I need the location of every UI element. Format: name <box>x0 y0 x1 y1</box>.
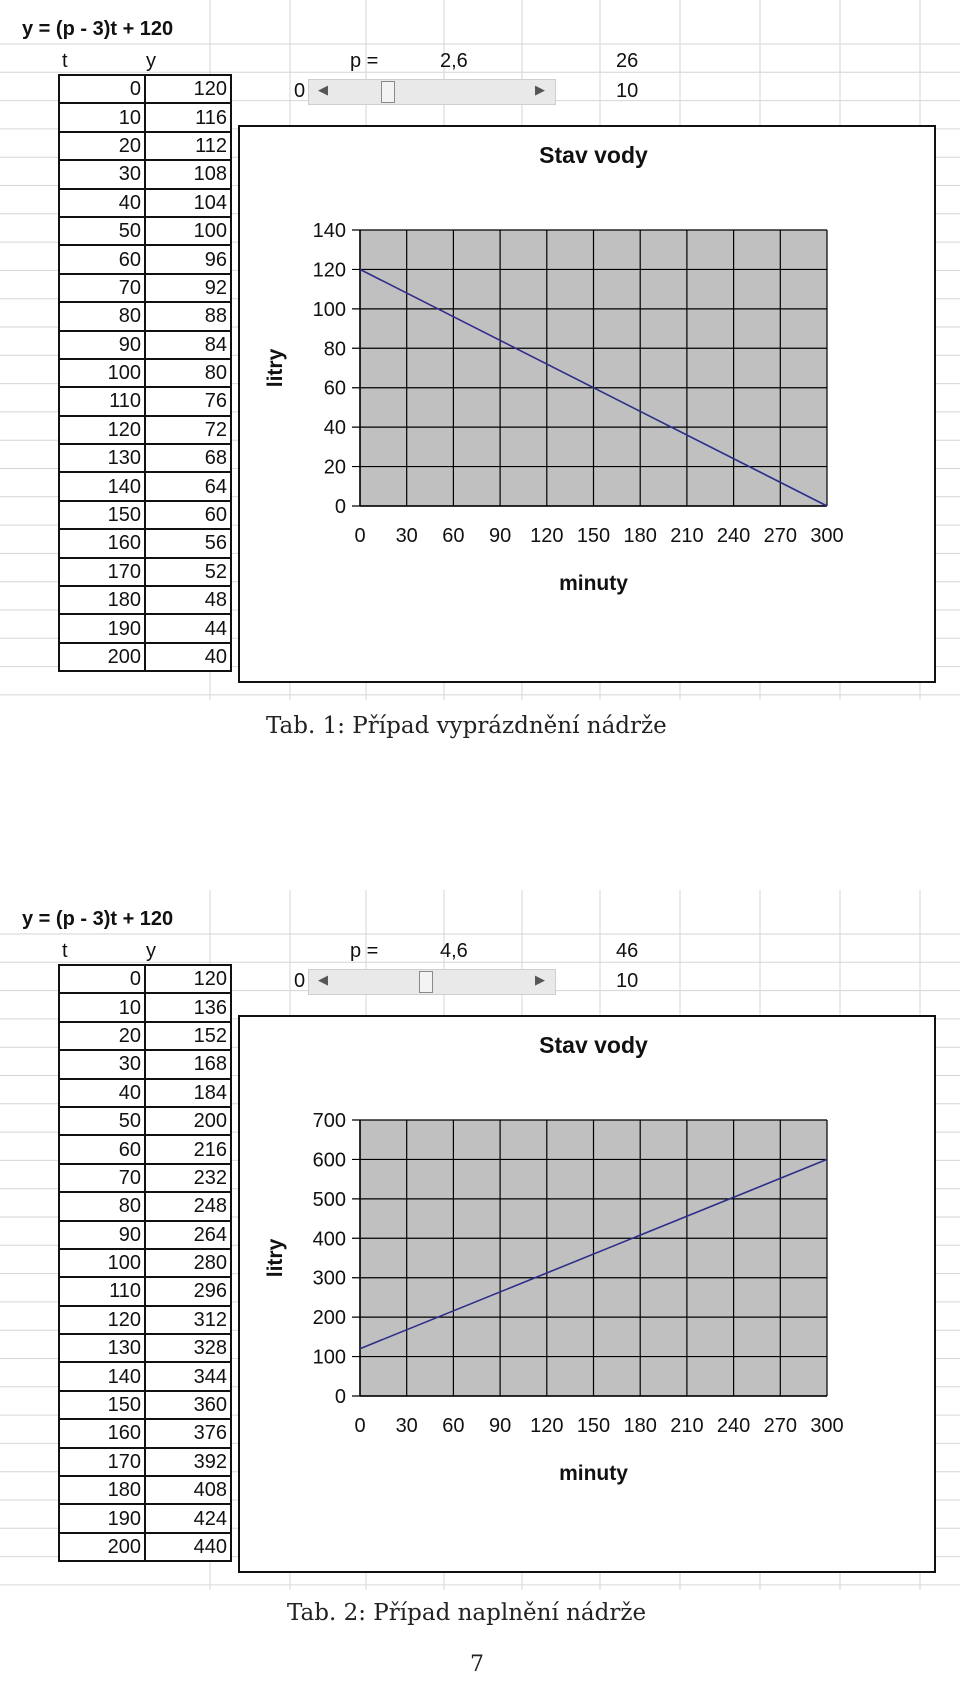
t-cell: 70 <box>59 1164 145 1192</box>
table-row <box>59 1334 231 1362</box>
scroll-right-arrow-icon[interactable]: ▶ <box>535 972 545 987</box>
t-cell: 50 <box>59 217 145 245</box>
t-cell: 30 <box>59 160 145 188</box>
parameter-value: 2,6 <box>440 50 468 72</box>
column-header-t: t <box>62 50 68 72</box>
x-tick-label: 300 <box>810 525 844 547</box>
formula-label: y = (p - 3)t + 120 <box>22 908 174 930</box>
parameter-label: p = <box>350 50 379 72</box>
t-cell: 140 <box>59 472 145 500</box>
t-cell: 130 <box>59 444 145 472</box>
t-cell: 100 <box>59 359 145 387</box>
y-cell: 108 <box>145 160 231 188</box>
chart-title: Stav vody <box>539 1032 648 1058</box>
x-tick-label: 240 <box>716 1415 751 1437</box>
table-row <box>59 1022 231 1050</box>
y-cell: 60 <box>145 501 231 529</box>
table-row <box>59 416 231 444</box>
table-row <box>59 993 231 1021</box>
column-header-y: y <box>146 940 156 962</box>
y-tick-label: 0 <box>334 496 346 518</box>
y-tick-label: 300 <box>312 1267 346 1290</box>
y-cell: 360 <box>145 1391 231 1419</box>
data-table <box>58 74 232 672</box>
parameter-value: 4,6 <box>440 940 468 962</box>
scrollbar-thumb[interactable] <box>419 971 433 993</box>
t-cell: 160 <box>59 1419 145 1447</box>
x-tick-label: 270 <box>763 525 797 547</box>
scrollbar-thumb[interactable] <box>381 81 395 103</box>
x-tick-label: 120 <box>530 1415 564 1437</box>
t-cell: 90 <box>59 331 145 359</box>
t-cell: 120 <box>59 416 145 444</box>
t-cell: 90 <box>59 1221 145 1249</box>
t-cell: 180 <box>59 586 145 614</box>
table-row <box>59 387 231 415</box>
x-tick-label: 30 <box>395 525 418 547</box>
y-cell: 120 <box>145 75 231 103</box>
x-axis-label: minuty <box>559 1462 628 1485</box>
t-cell: 200 <box>59 1533 145 1561</box>
t-cell: 150 <box>59 1391 145 1419</box>
x-tick-label: 150 <box>576 1415 611 1437</box>
y-axis-label: litry <box>264 1238 287 1278</box>
y-tick-label: 200 <box>312 1307 346 1330</box>
x-tick-label: 0 <box>354 525 366 547</box>
table-row <box>59 1079 231 1107</box>
water-level-chart <box>240 127 934 681</box>
table-row <box>59 614 231 642</box>
table-row <box>59 359 231 387</box>
t-cell: 150 <box>59 501 145 529</box>
y-cell: 424 <box>145 1504 231 1532</box>
t-cell: 190 <box>59 614 145 642</box>
slider-max: 10 <box>616 80 639 102</box>
t-cell: 110 <box>59 387 145 415</box>
y-cell: 328 <box>145 1334 231 1362</box>
y-cell: 120 <box>145 965 231 993</box>
table-row <box>59 103 231 131</box>
y-cell: 104 <box>145 189 231 217</box>
x-tick-label: 120 <box>530 525 564 547</box>
y-cell: 392 <box>145 1448 231 1476</box>
y-tick-label: 500 <box>312 1188 346 1211</box>
table-row <box>59 132 231 160</box>
y-tick-label: 20 <box>323 456 346 479</box>
table-row <box>59 1476 231 1504</box>
parameter-scrollbar[interactable] <box>308 79 556 105</box>
chart-frame <box>238 125 936 683</box>
y-tick-label: 60 <box>323 377 346 400</box>
scroll-left-arrow-icon[interactable]: ◀ <box>318 82 328 97</box>
t-cell: 200 <box>59 643 145 671</box>
t-cell: 30 <box>59 1050 145 1078</box>
slider-linked-value: 26 <box>616 50 639 72</box>
slider-min: 0 <box>294 80 306 102</box>
t-cell: 60 <box>59 245 145 273</box>
y-cell: 96 <box>145 245 231 273</box>
table-row <box>59 217 231 245</box>
y-cell: 184 <box>145 1079 231 1107</box>
y-cell: 200 <box>145 1107 231 1135</box>
y-cell: 40 <box>145 643 231 671</box>
x-tick-label: 210 <box>670 1415 704 1437</box>
y-cell: 440 <box>145 1533 231 1561</box>
slider-min: 0 <box>294 970 306 992</box>
table-row <box>59 1164 231 1192</box>
y-cell: 80 <box>145 359 231 387</box>
table-row <box>59 1277 231 1305</box>
t-cell: 40 <box>59 1079 145 1107</box>
data-table <box>58 964 232 1562</box>
t-cell: 80 <box>59 1192 145 1220</box>
y-tick-label: 700 <box>312 1110 346 1132</box>
table-row <box>59 643 231 671</box>
table-row <box>59 1192 231 1220</box>
t-cell: 160 <box>59 529 145 557</box>
y-tick-label: 100 <box>312 298 346 321</box>
table-row <box>59 586 231 614</box>
y-cell: 280 <box>145 1249 231 1277</box>
y-tick-label: 600 <box>312 1149 346 1172</box>
x-tick-label: 300 <box>810 1415 844 1437</box>
t-cell: 10 <box>59 993 145 1021</box>
table-row <box>59 1504 231 1532</box>
chart-title: Stav vody <box>539 142 648 168</box>
y-cell: 76 <box>145 387 231 415</box>
slider-max: 10 <box>616 970 639 992</box>
y-tick-label: 0 <box>334 1386 346 1408</box>
x-tick-label: 180 <box>623 1415 657 1437</box>
y-cell: 56 <box>145 529 231 557</box>
scroll-right-arrow-icon[interactable]: ▶ <box>535 82 545 97</box>
y-tick-label: 120 <box>312 259 346 282</box>
t-cell: 0 <box>59 965 145 993</box>
table-row <box>59 1107 231 1135</box>
t-cell: 180 <box>59 1476 145 1504</box>
y-tick-label: 40 <box>323 417 346 440</box>
chart-frame <box>238 1015 936 1573</box>
table-row <box>59 331 231 359</box>
y-cell: 216 <box>145 1135 231 1163</box>
y-cell: 92 <box>145 274 231 302</box>
t-cell: 50 <box>59 1107 145 1135</box>
t-cell: 70 <box>59 274 145 302</box>
x-tick-label: 60 <box>442 1415 465 1437</box>
page-number: 7 <box>470 1652 484 1677</box>
y-cell: 48 <box>145 586 231 614</box>
table-row <box>59 189 231 217</box>
y-cell: 88 <box>145 302 231 330</box>
table-row <box>59 558 231 586</box>
table-row <box>59 1221 231 1249</box>
x-tick-label: 60 <box>442 525 465 547</box>
t-cell: 60 <box>59 1135 145 1163</box>
t-cell: 40 <box>59 189 145 217</box>
y-cell: 72 <box>145 416 231 444</box>
x-tick-label: 90 <box>488 1415 512 1437</box>
table-row <box>59 1135 231 1163</box>
scroll-left-arrow-icon[interactable]: ◀ <box>318 972 328 987</box>
t-cell: 120 <box>59 1306 145 1334</box>
y-cell: 312 <box>145 1306 231 1334</box>
table-row <box>59 965 231 993</box>
t-cell: 0 <box>59 75 145 103</box>
y-cell: 100 <box>145 217 231 245</box>
y-cell: 344 <box>145 1362 231 1390</box>
table-row <box>59 160 231 188</box>
spreadsheet-screenshot-1 <box>0 0 960 700</box>
y-cell: 232 <box>145 1164 231 1192</box>
t-cell: 170 <box>59 558 145 586</box>
table-row <box>59 1448 231 1476</box>
table-row <box>59 472 231 500</box>
y-cell: 408 <box>145 1476 231 1504</box>
t-cell: 100 <box>59 1249 145 1277</box>
table-row <box>59 1362 231 1390</box>
y-cell: 376 <box>145 1419 231 1447</box>
y-cell: 152 <box>145 1022 231 1050</box>
table-row <box>59 245 231 273</box>
x-tick-label: 0 <box>354 1415 366 1437</box>
spreadsheet-screenshot-2 <box>0 890 960 1590</box>
table-row <box>59 75 231 103</box>
t-cell: 20 <box>59 132 145 160</box>
table-row <box>59 529 231 557</box>
y-cell: 64 <box>145 472 231 500</box>
y-cell: 52 <box>145 558 231 586</box>
y-cell: 68 <box>145 444 231 472</box>
y-cell: 296 <box>145 1277 231 1305</box>
y-tick-label: 100 <box>312 1346 346 1369</box>
x-tick-label: 150 <box>576 525 611 547</box>
x-tick-label: 210 <box>670 525 704 547</box>
table-row <box>59 1050 231 1078</box>
y-tick-label: 400 <box>312 1228 346 1251</box>
t-cell: 140 <box>59 1362 145 1390</box>
table-row <box>59 501 231 529</box>
x-axis-label: minuty <box>559 572 628 595</box>
table-row <box>59 1306 231 1334</box>
water-level-chart <box>240 1017 934 1571</box>
t-cell: 110 <box>59 1277 145 1305</box>
t-cell: 130 <box>59 1334 145 1362</box>
t-cell: 80 <box>59 302 145 330</box>
y-cell: 136 <box>145 993 231 1021</box>
parameter-label: p = <box>350 940 379 962</box>
t-cell: 20 <box>59 1022 145 1050</box>
figure-caption-2: Tab. 2: Případ naplnění nádrže <box>287 1600 647 1626</box>
figure-caption-1: Tab. 1: Případ vyprázdnění nádrže <box>266 713 667 739</box>
y-tick-label: 140 <box>312 220 346 242</box>
y-cell: 44 <box>145 614 231 642</box>
x-tick-label: 90 <box>488 525 512 547</box>
x-tick-label: 180 <box>623 525 657 547</box>
table-row <box>59 1391 231 1419</box>
x-tick-label: 30 <box>395 1415 418 1437</box>
y-cell: 112 <box>145 132 231 160</box>
x-tick-label: 270 <box>763 1415 797 1437</box>
table-row <box>59 444 231 472</box>
t-cell: 10 <box>59 103 145 131</box>
y-axis-label: litry <box>264 348 287 388</box>
table-row <box>59 302 231 330</box>
y-cell: 116 <box>145 103 231 131</box>
table-row <box>59 1533 231 1561</box>
y-cell: 264 <box>145 1221 231 1249</box>
table-row <box>59 274 231 302</box>
parameter-scrollbar[interactable] <box>308 969 556 995</box>
x-tick-label: 240 <box>716 525 751 547</box>
y-cell: 248 <box>145 1192 231 1220</box>
table-row <box>59 1419 231 1447</box>
formula-label: y = (p - 3)t + 120 <box>22 18 174 40</box>
y-tick-label: 80 <box>323 338 346 361</box>
y-cell: 84 <box>145 331 231 359</box>
slider-linked-value: 46 <box>616 940 639 962</box>
column-header-t: t <box>62 940 68 962</box>
t-cell: 170 <box>59 1448 145 1476</box>
y-cell: 168 <box>145 1050 231 1078</box>
t-cell: 190 <box>59 1504 145 1532</box>
table-row <box>59 1249 231 1277</box>
column-header-y: y <box>146 50 156 72</box>
